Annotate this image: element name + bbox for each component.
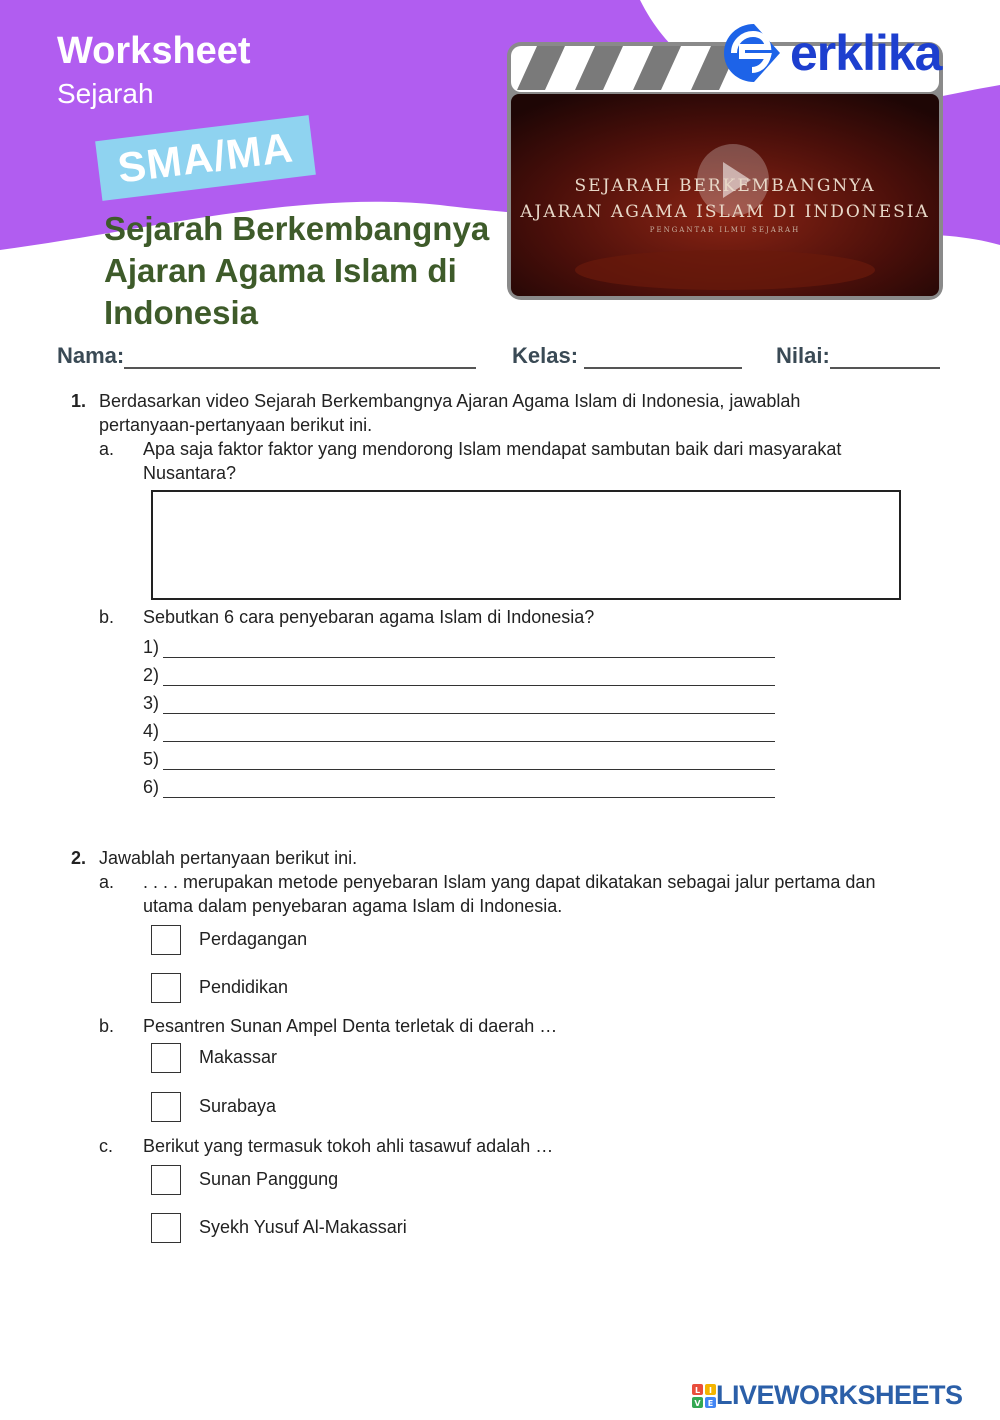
q2a-text-line1: . . . . merupakan metode penyebaran Islam yang dapat dikatakan sebagai jalur pertama dan bbox=[143, 872, 876, 892]
svg-text:L: L bbox=[694, 1385, 701, 1395]
q1b-item-number: 5) bbox=[143, 749, 160, 769]
q2c-option1-checkbox[interactable] bbox=[151, 1165, 181, 1195]
q1b-answer-line[interactable] bbox=[143, 662, 775, 686]
worksheet-label: Worksheet bbox=[57, 30, 251, 72]
q1a-text-line1: Apa saja faktor faktor yang mendorong Islam mendapat sambutan baik dari masyarakat bbox=[143, 439, 842, 459]
level-badge: SMA/MA bbox=[95, 115, 316, 201]
video-title-line1: SEJARAH BERKEMBANGNYA bbox=[574, 176, 876, 196]
q2a-label: a. bbox=[99, 872, 115, 892]
q2a-option2-label: Pendidikan bbox=[199, 977, 289, 997]
svg-text:I: I bbox=[709, 1385, 712, 1395]
q1b-answer-line[interactable] bbox=[143, 690, 775, 714]
q2b-option2-label: Surabaya bbox=[199, 1096, 277, 1116]
class-label: Kelas: bbox=[512, 343, 579, 368]
svg-text:E: E bbox=[707, 1398, 714, 1408]
svg-text:V: V bbox=[694, 1398, 701, 1408]
q2c-option2-checkbox[interactable] bbox=[151, 1213, 181, 1243]
q2b-option2-checkbox[interactable] bbox=[151, 1092, 181, 1122]
q1b-label: b. bbox=[99, 607, 115, 627]
class-input-line[interactable] bbox=[584, 345, 742, 369]
q1b-item-number: 2) bbox=[143, 665, 160, 685]
q1a-label: a. bbox=[99, 439, 115, 459]
q2a-option2-checkbox[interactable] bbox=[151, 973, 181, 1003]
class-field[interactable] bbox=[512, 343, 742, 369]
q1b-item-number: 4) bbox=[143, 721, 160, 741]
q2c-option1-label: Sunan Panggung bbox=[199, 1169, 339, 1189]
q1a-text-line2: Nusantara? bbox=[143, 463, 237, 483]
q1b-answer-line[interactable] bbox=[143, 746, 775, 770]
q2c-text: Berikut yang termasuk tokoh ahli tasawuf adalah … bbox=[143, 1136, 554, 1156]
liveworksheets-brand bbox=[692, 1380, 963, 1411]
q1-text-line2: pertanyaan-pertanyaan berikut ini. bbox=[99, 415, 373, 435]
subject-label: Sejarah bbox=[57, 78, 154, 109]
score-input-line[interactable] bbox=[830, 345, 940, 369]
q2-text: Jawablah pertanyaan berikut ini. bbox=[99, 848, 358, 868]
q1-number: 1. bbox=[71, 391, 87, 411]
name-label: Nama: bbox=[57, 343, 125, 368]
page-title: Sejarah Berkembangnya Ajaran Agama Islam di Indonesia bbox=[104, 210, 490, 331]
q2a-option1-checkbox[interactable] bbox=[151, 925, 181, 955]
liveworksheets-icon bbox=[692, 1384, 716, 1408]
q1a-answer-box[interactable] bbox=[151, 490, 901, 600]
q1b-item-number: 1) bbox=[143, 637, 160, 657]
erklika-logo bbox=[718, 18, 941, 88]
q1b-text: Sebutkan 6 cara penyebaran agama Islam di Indonesia? bbox=[143, 607, 595, 627]
q1b-answer-line[interactable] bbox=[143, 774, 775, 798]
q2-number: 2. bbox=[71, 848, 87, 868]
name-input-line[interactable] bbox=[124, 345, 476, 369]
q2c-option2-label: Syekh Yusuf Al-Makassari bbox=[199, 1217, 407, 1237]
logo-text: erklika bbox=[790, 25, 942, 81]
q2b-text: Pesantren Sunan Ampel Denta terletak di daerah … bbox=[143, 1016, 558, 1036]
score-field[interactable] bbox=[776, 343, 940, 369]
q1b-answer-line[interactable] bbox=[143, 634, 775, 658]
q2b-option1-checkbox[interactable] bbox=[151, 1043, 181, 1073]
logo-arrow-icon bbox=[718, 20, 784, 86]
name-field[interactable] bbox=[57, 343, 476, 369]
video-title-line2: AJARAN AGAMA ISLAM DI INDONESIA bbox=[520, 202, 930, 222]
q2c-label: c. bbox=[99, 1136, 114, 1156]
q2a-option1-label: Perdagangan bbox=[199, 929, 308, 949]
q2b-label: b. bbox=[99, 1016, 115, 1036]
q1b-item-number: 3) bbox=[143, 693, 160, 713]
video-subtitle: PENGANTAR ILMU SEJARAH bbox=[649, 226, 801, 234]
q2b-option1-label: Makassar bbox=[199, 1047, 278, 1067]
score-label: Nilai: bbox=[776, 343, 830, 368]
liveworksheets-text: LIVEWORKSHEETS bbox=[716, 1380, 963, 1410]
q2a-text-line2: utama dalam penyebaran agama Islam di Indonesia. bbox=[143, 896, 563, 916]
q1-text-line1: Berdasarkan video Sejarah Berkembangnya Ajaran Agama Islam di Indonesia, jawablah bbox=[99, 391, 801, 411]
q1b-item-number: 6) bbox=[143, 777, 160, 797]
q1b-answer-line[interactable] bbox=[143, 718, 775, 742]
